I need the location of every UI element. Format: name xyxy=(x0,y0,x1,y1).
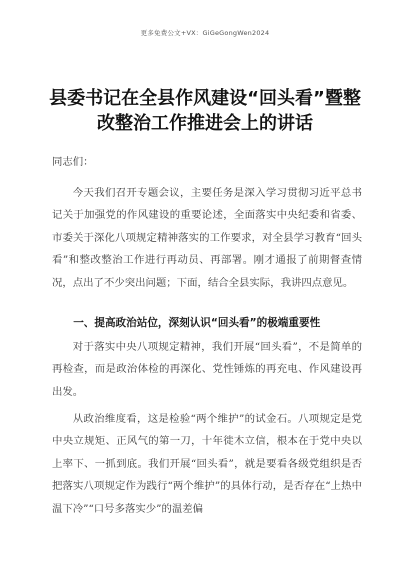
greeting: 同志们： xyxy=(52,156,94,168)
paragraph-section1-1: 对于落实中央八项规定精神，我们开展“回头看”，不是简单的再检查，而是政治体检的再深化、党性锤炼的再充电、作风建设再出发。 xyxy=(52,341,362,398)
header-note: 更多免费公文+VX：GiGeGongWen2024 xyxy=(140,29,270,37)
paragraph-intro: 今天我们召开专题会议，主要任务是深入学习贯彻习近平总书记关于加强党的作风建设的重要论述，全面落实中央纪委和省委、市委关于深化八项规定精神落实的工作要求，对全县学习教育“回头看”和整改整治工作进行再动员、再部署。刚才通报了前期督查情况，点出了不少突出问题；下面，结合全县实际，我讲四点意见。 xyxy=(52,187,362,289)
document-title xyxy=(30,86,380,136)
section-heading-1: 一、提高政治站位，深刻认识“回头看”的极端重要性 xyxy=(73,317,321,329)
title-line-2: 改整治工作推进会上的讲话 xyxy=(97,113,313,134)
paragraph-section1-2: 从政治维度看，这是检验“两个维护”的试金石。八项规定是党中央立规矩、正风气的第一刀，十年徙木立信，根本在于党中央以上率下、一抓到底。我们开展“回头看”，就是要看各级党组织是否把落实八项规定作为践行“两个维护”的具体行动，是否存在“上热中温下冷”“口号多落实少”的温差偏 xyxy=(52,413,362,515)
title-line-1: 县委书记在全县作风建设“回头看”暨整 xyxy=(49,88,361,109)
